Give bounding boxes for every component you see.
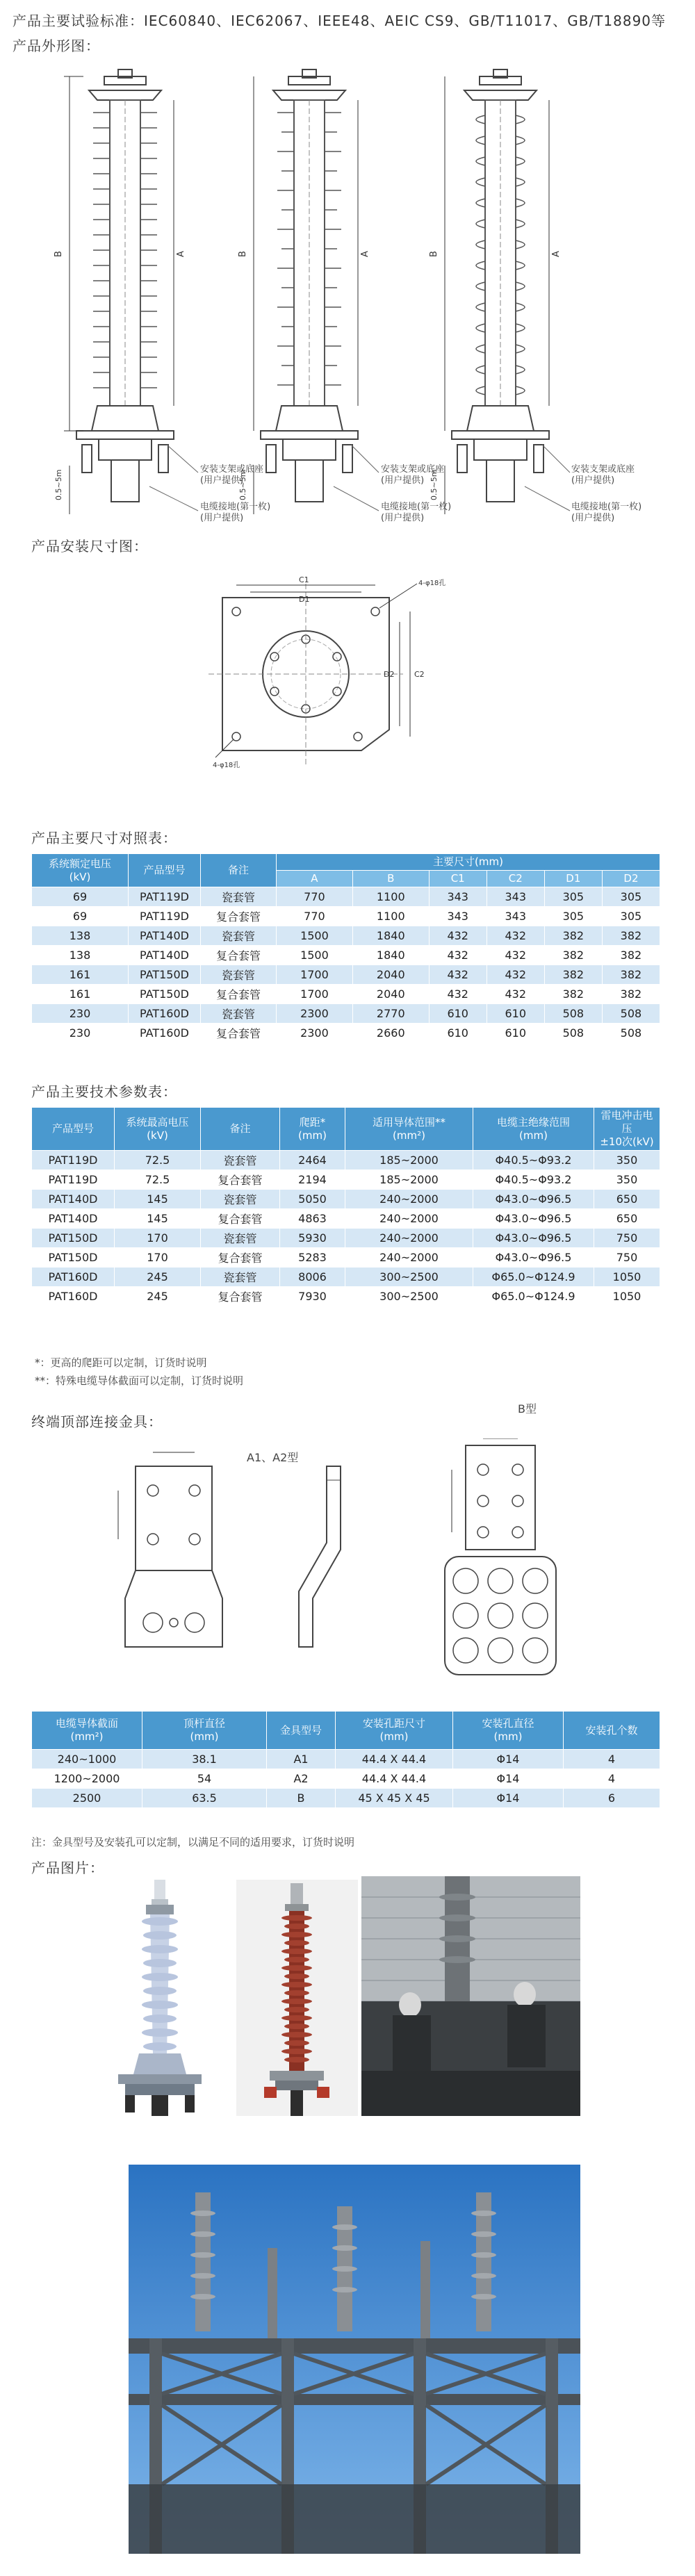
dims-table-row (32, 1004, 660, 1024)
tech-table-cell: 170 (115, 1248, 201, 1268)
install-drawing (188, 570, 514, 785)
tech-table-cell: 170 (115, 1229, 201, 1248)
fitting-header-type: 金具型号 (267, 1712, 336, 1750)
dims-header-voltage: 系统额定电压 (kV) (32, 854, 129, 887)
dims-table (31, 853, 660, 1043)
tech-table-cell: 复合套管 (201, 1248, 280, 1268)
dims-table-cell: 432 (429, 985, 486, 1004)
dims-table-cell: 2300 (277, 1024, 353, 1043)
tech-table-cell: 瓷套管 (201, 1190, 280, 1209)
fitting-table-cell: A2 (267, 1769, 336, 1789)
outline-title: 产品外形图： (13, 38, 100, 54)
tech-table-cell: PAT150D (32, 1248, 115, 1268)
tech-table-cell: 1050 (594, 1287, 660, 1306)
fitting-a-side (299, 1466, 341, 1647)
tech-table-cell: PAT140D (32, 1209, 115, 1229)
fitting-table-cell: 6 (564, 1789, 660, 1808)
dim-label-b2: B (238, 251, 248, 257)
dims-table-row (32, 887, 660, 907)
dims-table-row (32, 1024, 660, 1043)
cable-callout-2: 电缆接地(第一枚) (用户提供) (381, 502, 452, 523)
dims-table-cell: 432 (486, 946, 544, 965)
tech-table-row (32, 1268, 660, 1287)
tech-table-cell: 复合套管 (201, 1170, 280, 1190)
dim-label-a2: A (360, 251, 370, 257)
dims-table-cell: 69 (32, 887, 129, 907)
fitting-b (445, 1438, 556, 1675)
photo-composite-terminal (236, 1880, 358, 2116)
fitting-table-cell: 2500 (32, 1789, 142, 1808)
dims-table-cell: 1500 (277, 946, 353, 965)
tech-table-cell: 4863 (280, 1209, 345, 1229)
dim-label-a1: A (176, 251, 186, 257)
dims-sub-a: A (277, 871, 353, 887)
tech-table-cell: 650 (594, 1209, 660, 1229)
dims-table-cell: 2770 (352, 1004, 429, 1024)
tech-table-cell: Φ65.0~Φ124.9 (473, 1268, 594, 1287)
fitting-header-section: 电缆导体截面 (mm²) (32, 1712, 142, 1750)
dims-table-cell: 瓷套管 (201, 926, 277, 946)
dims-table-cell: 161 (32, 985, 129, 1004)
tech-table-cell: PAT160D (32, 1287, 115, 1306)
tech-table-cell: 2194 (280, 1170, 345, 1190)
dim-label-l1: 0.5~5m (54, 469, 63, 500)
dims-table-cell: PAT140D (129, 926, 201, 946)
tech-note-1: *：更高的爬距可以定制，订货时说明 (35, 1356, 207, 1369)
tech-table-cell: Φ43.0~Φ96.5 (473, 1248, 594, 1268)
dims-table-cell: 230 (32, 1024, 129, 1043)
support-callout-3: 安装支架或底座 (用户提供) (571, 464, 635, 486)
tech-header-conductor: 适用导体范围** (mm²) (345, 1108, 473, 1151)
tech-table-cell: 350 (594, 1151, 660, 1170)
standards-line: 产品主要试验标准：IEC60840、IEC62067、IEEE48、AEIC CS9、GB/T11017、GB/T18890等 (13, 13, 667, 29)
dims-table-cell: 2300 (277, 1004, 353, 1024)
dims-table-cell: PAT119D (129, 907, 201, 926)
photo-substation (129, 2165, 580, 2554)
fitting-a-front (118, 1452, 222, 1647)
dims-sub-d2: D2 (602, 871, 660, 887)
dims-table-cell: PAT160D (129, 1004, 201, 1024)
fitting-table-cell: Φ14 (453, 1789, 564, 1808)
dims-table-cell: 382 (602, 926, 660, 946)
dims-table-cell: PAT150D (129, 965, 201, 985)
fitting-title: 终端顶部连接金具： (31, 1413, 163, 1430)
tech-table-cell: 185~2000 (345, 1151, 473, 1170)
tech-table-cell: 瓷套管 (201, 1268, 280, 1287)
dims-table-cell: 305 (602, 907, 660, 926)
dims-table-cell: 432 (429, 946, 486, 965)
tech-table-row (32, 1190, 660, 1209)
cable-callout-1: 电缆接地(第一枚) (用户提供) (200, 502, 271, 523)
dims-sub-c2: C2 (486, 871, 544, 887)
dims-table-cell: PAT150D (129, 985, 201, 1004)
photos-title: 产品图片： (31, 1860, 104, 1876)
dims-table-cell: 305 (602, 887, 660, 907)
tech-note-2: **：特殊电缆导体截面可以定制，订货时说明 (35, 1375, 244, 1387)
fitting-table-cell: Φ14 (453, 1750, 564, 1769)
tech-table-cell: 240~2000 (345, 1248, 473, 1268)
tech-table-cell: Φ40.5~Φ93.2 (473, 1151, 594, 1170)
dims-table-cell: 1840 (352, 946, 429, 965)
support-callout-2: 安装支架或底座 (用户提供) (381, 464, 445, 486)
fitting-table (31, 1711, 660, 1808)
dims-table-cell: PAT160D (129, 1024, 201, 1043)
tech-table-cell: 复合套管 (201, 1209, 280, 1229)
install-label-c1: C1 (299, 575, 309, 584)
install-label-hole2: 4-φ18孔 (213, 762, 240, 769)
tech-table-cell: 650 (594, 1190, 660, 1209)
tech-table-cell: 5283 (280, 1248, 345, 1268)
fitting-table-row (32, 1750, 660, 1769)
tech-table-cell: 240~2000 (345, 1209, 473, 1229)
install-label-hole1: 4-φ18孔 (418, 580, 446, 587)
tech-table-cell: 72.5 (115, 1151, 201, 1170)
tech-table-row (32, 1248, 660, 1268)
tech-table-cell: PAT150D (32, 1229, 115, 1248)
tech-header-creepage: 爬距* (mm) (280, 1108, 345, 1151)
fitting-table-row (32, 1769, 660, 1789)
tech-table-cell: 245 (115, 1268, 201, 1287)
dim-label-a3: A (551, 251, 562, 257)
dims-table-cell: 610 (429, 1004, 486, 1024)
fitting-table-cell: 45 X 45 X 45 (336, 1789, 453, 1808)
dims-table-cell: 复合套管 (201, 1024, 277, 1043)
dims-header-note: 备注 (201, 854, 277, 887)
dims-header-main: 主要尺寸(mm) (277, 854, 660, 871)
fitting-table-cell: 44.4 X 44.4 (336, 1769, 453, 1789)
porcelain-terminal-drawing (54, 69, 186, 514)
tech-header-note: 备注 (201, 1108, 280, 1151)
dims-table-cell: 343 (486, 887, 544, 907)
tech-table-row (32, 1209, 660, 1229)
dims-table-cell: 610 (486, 1004, 544, 1024)
dims-table-cell: 343 (486, 907, 544, 926)
photo-porcelain-terminal (97, 1880, 222, 2116)
tech-table-cell: 300~2500 (345, 1287, 473, 1306)
fitting-header-spacing: 安装孔距尺寸 (mm) (336, 1712, 453, 1750)
dims-table-row (32, 907, 660, 926)
fitting-table-cell: 4 (564, 1769, 660, 1789)
tech-table (31, 1107, 660, 1306)
dims-table-cell: 69 (32, 907, 129, 926)
dims-table-cell: 瓷套管 (201, 887, 277, 907)
fitting-table-cell: 1200~2000 (32, 1769, 142, 1789)
dims-table-cell: 1100 (352, 907, 429, 926)
fitting-drawings (97, 1438, 626, 1689)
dims-table-cell: 610 (429, 1024, 486, 1043)
tech-table-cell: Φ43.0~Φ96.5 (473, 1229, 594, 1248)
tech-table-cell: 240~2000 (345, 1190, 473, 1209)
fitting-table-cell: 240~1000 (32, 1750, 142, 1769)
tech-table-cell: 145 (115, 1209, 201, 1229)
dims-table-row (32, 926, 660, 946)
tech-table-row (32, 1287, 660, 1306)
dims-table-cell: 382 (602, 946, 660, 965)
dims-table-cell: PAT140D (129, 946, 201, 965)
tech-table-cell: 8006 (280, 1268, 345, 1287)
dims-table-cell: 2040 (352, 965, 429, 985)
dims-table-cell: 2660 (352, 1024, 429, 1043)
dims-table-cell: 343 (429, 887, 486, 907)
tech-table-cell: 7930 (280, 1287, 345, 1306)
dims-table-cell: 161 (32, 965, 129, 985)
dims-table-cell: 770 (277, 887, 353, 907)
tech-table-cell: 1050 (594, 1268, 660, 1287)
tech-table-cell: 复合套管 (201, 1287, 280, 1306)
dims-table-cell: PAT119D (129, 887, 201, 907)
install-label-d1: D1 (299, 595, 310, 604)
dims-table-cell: 508 (544, 1024, 602, 1043)
tech-table-cell: PAT119D (32, 1151, 115, 1170)
fitting-header-rod: 顶杆直径 (mm) (142, 1712, 267, 1750)
dims-table-cell: 508 (544, 1004, 602, 1024)
outline-drawings (0, 56, 695, 514)
dims-table-row (32, 946, 660, 965)
tech-table-cell: 750 (594, 1229, 660, 1248)
tech-table-cell: 2464 (280, 1151, 345, 1170)
dims-sub-c1: C1 (429, 871, 486, 887)
dims-table-cell: 382 (544, 965, 602, 985)
tech-table-cell: 5050 (280, 1190, 345, 1209)
dims-table-cell: 230 (32, 1004, 129, 1024)
fitting-label-a: A1、A2型 (247, 1451, 299, 1464)
fitting-table-cell: 44.4 X 44.4 (336, 1750, 453, 1769)
dims-table-cell: 138 (32, 946, 129, 965)
tech-table-cell: 5930 (280, 1229, 345, 1248)
dims-table-cell: 1500 (277, 926, 353, 946)
tech-table-row (32, 1170, 660, 1190)
dims-table-cell: 432 (486, 926, 544, 946)
support-callout-1: 安装支架或底座 (用户提供) (200, 464, 264, 486)
tech-table-cell: Φ43.0~Φ96.5 (473, 1190, 594, 1209)
tech-header-model: 产品型号 (32, 1108, 115, 1151)
tech-table-cell: 145 (115, 1190, 201, 1209)
fitting-note: 注：金具型号及安装孔可以定制，以满足不同的适用要求，订货时说明 (31, 1836, 355, 1848)
tech-table-cell: PAT160D (32, 1268, 115, 1287)
tech-table-cell: Φ40.5~Φ93.2 (473, 1170, 594, 1190)
tech-table-cell: 300~2500 (345, 1268, 473, 1287)
photo-installation-site (361, 1876, 580, 2116)
dims-table-cell: 343 (429, 907, 486, 926)
tech-header-impulse: 雷电冲击电压 ±10次(kV) (594, 1108, 660, 1151)
tech-table-cell: 瓷套管 (201, 1151, 280, 1170)
tech-table-cell: PAT140D (32, 1190, 115, 1209)
tech-table-cell: Φ43.0~Φ96.5 (473, 1209, 594, 1229)
dims-table-cell: 432 (429, 965, 486, 985)
fitting-table-cell: Φ14 (453, 1769, 564, 1789)
porcelain-terminal-drawing-2 (238, 69, 370, 514)
tech-table-row (32, 1229, 660, 1248)
fitting-table-cell: 4 (564, 1750, 660, 1769)
cable-callout-3: 电缆接地(第一枚) (用户提供) (571, 502, 642, 523)
dim-label-b1: B (54, 251, 64, 257)
tech-table-cell: Φ65.0~Φ124.9 (473, 1287, 594, 1306)
dims-table-cell: 382 (602, 985, 660, 1004)
install-label-d2: D2 (384, 670, 395, 679)
dims-header-model: 产品型号 (129, 854, 201, 887)
tech-table-cell: PAT119D (32, 1170, 115, 1190)
dims-sub-d1: D1 (544, 871, 602, 887)
dims-table-title: 产品主要尺寸对照表： (31, 830, 177, 846)
dims-table-cell: 382 (544, 985, 602, 1004)
dims-table-cell: 432 (429, 926, 486, 946)
dim-label-l2: 0.5~5m (238, 469, 247, 500)
fitting-table-cell: 54 (142, 1769, 267, 1789)
fitting-header-count: 安装孔个数 (564, 1712, 660, 1750)
dims-table-cell: 382 (544, 946, 602, 965)
tech-table-cell: 750 (594, 1248, 660, 1268)
dims-sub-b: B (352, 871, 429, 887)
dims-table-cell: 382 (544, 926, 602, 946)
tech-table-cell: 185~2000 (345, 1170, 473, 1190)
dims-table-cell: 432 (486, 965, 544, 985)
dims-table-cell: 305 (544, 907, 602, 926)
install-title: 产品安装尺寸图： (31, 538, 148, 555)
dims-table-cell: 610 (486, 1024, 544, 1043)
tech-table-cell: 240~2000 (345, 1229, 473, 1248)
tech-table-row (32, 1151, 660, 1170)
fitting-label-b: B型 (518, 1402, 537, 1416)
dim-label-b3: B (429, 251, 439, 257)
dims-table-cell: 305 (544, 887, 602, 907)
dims-table-cell: 瓷套管 (201, 1004, 277, 1024)
dims-table-cell: 508 (602, 1004, 660, 1024)
install-label-c2: C2 (414, 670, 425, 679)
tech-table-cell: 72.5 (115, 1170, 201, 1190)
dims-table-cell: 432 (486, 985, 544, 1004)
dims-table-cell: 瓷套管 (201, 965, 277, 985)
dims-table-cell: 1100 (352, 887, 429, 907)
dims-table-row (32, 985, 660, 1004)
fitting-table-cell: A1 (267, 1750, 336, 1769)
dims-table-cell: 复合套管 (201, 946, 277, 965)
dims-table-row (32, 965, 660, 985)
dims-table-cell: 1700 (277, 965, 353, 985)
fitting-header-diameter: 安装孔直径 (mm) (453, 1712, 564, 1750)
fitting-table-row (32, 1789, 660, 1808)
tech-table-cell: 245 (115, 1287, 201, 1306)
dims-table-cell: 1840 (352, 926, 429, 946)
composite-terminal-drawing (429, 69, 562, 514)
fitting-table-cell: 63.5 (142, 1789, 267, 1808)
dims-table-cell: 2040 (352, 985, 429, 1004)
dims-table-cell: 复合套管 (201, 985, 277, 1004)
dims-table-cell: 复合套管 (201, 907, 277, 926)
dims-table-cell: 138 (32, 926, 129, 946)
fitting-table-cell: 38.1 (142, 1750, 267, 1769)
dims-table-cell: 382 (602, 965, 660, 985)
dims-table-cell: 770 (277, 907, 353, 926)
fitting-table-cell: B (267, 1789, 336, 1808)
dim-label-l3: 0.5~5m (430, 469, 439, 500)
tech-table-cell: 瓷套管 (201, 1229, 280, 1248)
dims-table-cell: 1700 (277, 985, 353, 1004)
tech-table-title: 产品主要技术参数表： (31, 1083, 177, 1100)
dims-table-cell: 508 (602, 1024, 660, 1043)
tech-table-cell: 350 (594, 1170, 660, 1190)
tech-header-insulation: 电缆主绝缘范围 (mm) (473, 1108, 594, 1151)
tech-header-voltage: 系统最高电压 (kV) (115, 1108, 201, 1151)
